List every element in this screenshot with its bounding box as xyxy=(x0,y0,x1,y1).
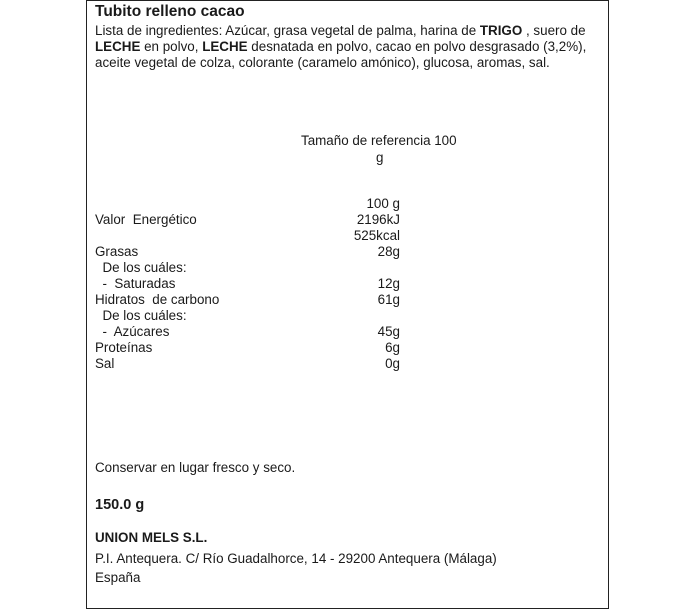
net-weight: 150.0 g xyxy=(95,497,145,513)
ingredient-text: Lista de ingredientes: Azúcar, grasa vegetal de palma, harina de xyxy=(95,23,480,38)
reference-size-unit: g xyxy=(376,150,384,165)
ingredient-text: , suero de xyxy=(522,23,586,38)
nutrient-label: Hidratos de carbono xyxy=(95,292,220,307)
nutrient-label: - Saturadas xyxy=(95,276,176,291)
ingredients-list xyxy=(95,23,605,71)
nutrient-value: 6g xyxy=(385,340,400,355)
reference-size-label: Tamaño de referencia 100 xyxy=(301,133,457,148)
company-name: UNION MELS S.L. xyxy=(95,530,208,545)
nutrient-value: 45g xyxy=(377,324,400,339)
nutrient-value: 12g xyxy=(377,276,400,291)
allergen-text: LECHE xyxy=(202,39,248,54)
company-country: España xyxy=(95,570,141,585)
nutrition-column-header: 100 g xyxy=(366,196,400,211)
allergen-text: TRIGO xyxy=(479,23,523,38)
company-address: P.I. Antequera. C/ Río Guadalhorce, 14 - 29200 Antequera (Málaga) xyxy=(95,551,497,566)
nutrient-value: 2196kJ xyxy=(356,212,400,227)
product-title: Tubito relleno cacao xyxy=(95,3,245,20)
nutrient-value: 28g xyxy=(377,244,400,259)
allergen-text: LECHE xyxy=(95,39,141,54)
nutrient-label: Proteínas xyxy=(95,340,153,355)
nutrient-label: Valor Energético xyxy=(95,212,197,227)
ingredient-text: desnatada en polvo, cacao en polvo desgrasado (3,2%), aceite vegetal de colza, colorante (caramelo amónico), glucosa, aromas, sal. xyxy=(95,39,587,70)
nutrient-label: Grasas xyxy=(95,244,139,259)
nutrient-label: - Azúcares xyxy=(95,324,170,339)
nutrient-label: Sal xyxy=(95,356,115,371)
storage-instructions: Conservar en lugar fresco y seco. xyxy=(95,460,296,475)
ingredient-text: en polvo, xyxy=(140,39,203,54)
nutrient-value: 61g xyxy=(377,292,400,307)
nutrient-label: De los cuáles: xyxy=(95,308,187,323)
nutrient-value: 525kcal xyxy=(353,228,400,243)
nutrient-value: 0g xyxy=(385,356,400,371)
nutrient-label: De los cuáles: xyxy=(95,260,187,275)
